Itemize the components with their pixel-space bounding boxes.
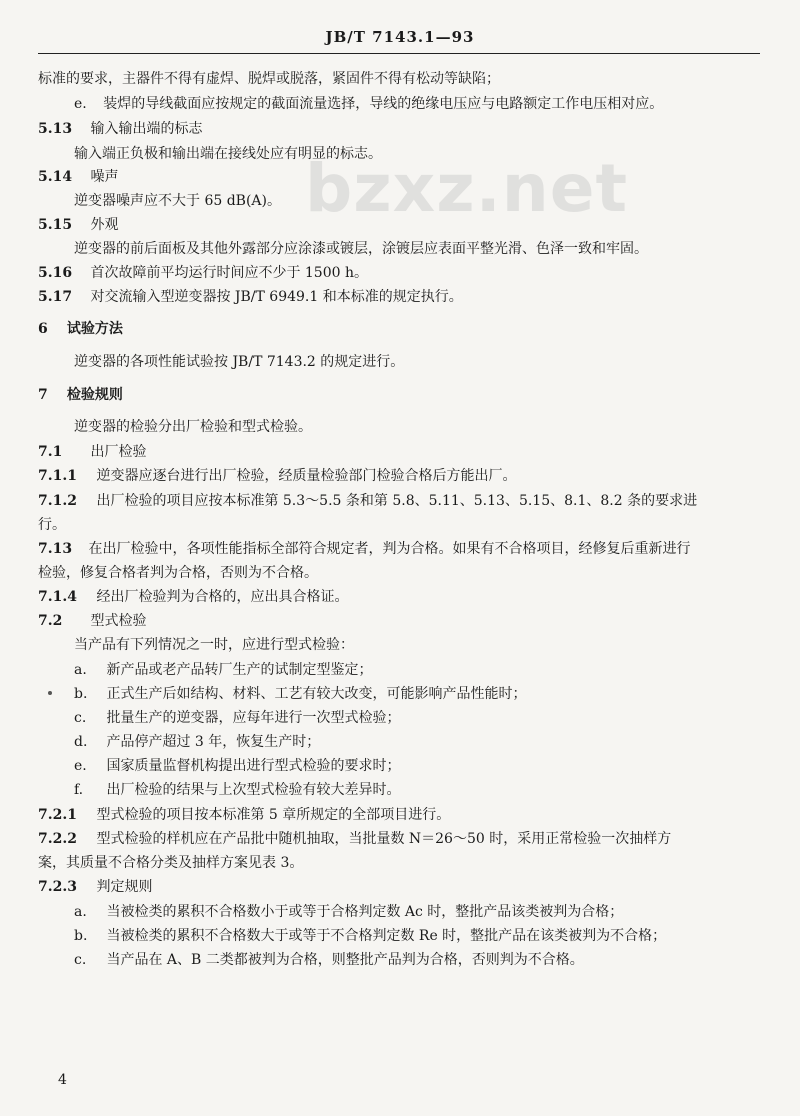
section-heading xyxy=(38,878,152,896)
list-item xyxy=(74,951,584,969)
section-number: 7.1.1 xyxy=(38,468,77,484)
list-label: f. xyxy=(74,782,84,798)
section-number: 5.13 xyxy=(38,121,73,137)
section-text: 首次故障前平均运行时间应不少于 1500 h。 xyxy=(90,265,368,281)
chapter-heading xyxy=(38,320,123,338)
section-text: 型式检验的样机应在产品批中随机抽取，当批量数 N＝26～50 时，采用正常检验一次抽样方 xyxy=(96,831,672,847)
text-line: 输入端正负极和输出端在接线处应有明显的标志。 xyxy=(74,146,382,162)
chapter-heading xyxy=(38,386,123,404)
section-number: 7.1 xyxy=(38,444,63,460)
text-line: 逆变器的各项性能试验按 JB/T 7143.2 的规定进行。 xyxy=(74,354,405,370)
watermark: bzxz.net xyxy=(305,150,629,227)
text-line: 检验，修复合格者判为合格，否则为不合格。 xyxy=(38,565,318,581)
section-text: 型式检验的项目按本标准第 5 章所规定的全部项目进行。 xyxy=(96,807,451,823)
list-item xyxy=(74,927,666,945)
section-number: 7.2 xyxy=(38,613,63,629)
section-text: 出厂检验的项目应按本标准第 5.3～5.5 条和第 5.8、5.11、5.13、5.15、8.1、8.2 条的要求进 xyxy=(96,493,698,509)
section-text: 逆变器应逐台进行出厂检验，经质量检验部门检验合格后方能出厂。 xyxy=(96,468,517,484)
section-number: 7.13 xyxy=(38,541,73,557)
list-text: 当被检类的累积不合格数小于或等于合格判定数 Ac 时，整批产品该类被判为合格； xyxy=(106,904,624,920)
list-label: b. xyxy=(74,928,88,944)
list-label: e. xyxy=(74,96,87,112)
list-item xyxy=(74,903,623,921)
list-item xyxy=(74,733,320,751)
section-clause xyxy=(38,467,516,485)
list-label: d. xyxy=(74,734,88,750)
section-heading xyxy=(38,443,146,461)
list-label: a. xyxy=(74,904,87,920)
list-text: 当产品在 A、B 二类都被判为合格，则整批产品判为合格，否则判为不合格。 xyxy=(106,952,584,968)
list-item xyxy=(74,781,400,799)
section-clause xyxy=(38,264,368,282)
list-text: 出厂检验的结果与上次型式检验有较大差异时。 xyxy=(106,782,401,798)
list-text: 新产品或老产品转厂生产的试制定型鉴定； xyxy=(106,662,373,678)
list-text: 当被检类的累积不合格数大于或等于不合格判定数 Re 时，整批产品在该类被判为不合格； xyxy=(106,928,667,944)
list-label: c. xyxy=(74,952,87,968)
section-text: 对交流输入型逆变器按 JB/T 6949.1 和本标准的规定执行。 xyxy=(90,289,463,305)
text-line: 案，其质量不合格分类及抽样方案见表 3。 xyxy=(38,855,304,871)
list-item xyxy=(74,757,400,775)
scan-speck xyxy=(48,691,52,695)
list-label: a. xyxy=(74,662,87,678)
list-item xyxy=(74,95,663,113)
section-title: 出厂检验 xyxy=(90,444,147,460)
section-number: 7.1.2 xyxy=(38,493,77,509)
section-title: 输入输出端的标志 xyxy=(90,121,203,137)
section-number: 7.1.4 xyxy=(38,589,77,605)
section-clause xyxy=(38,288,463,306)
section-number: 5.17 xyxy=(38,289,73,305)
section-number: 7.2.1 xyxy=(38,807,77,823)
section-clause xyxy=(38,540,690,558)
section-number: 7.2.3 xyxy=(38,879,77,895)
list-label: b. xyxy=(74,686,88,702)
chapter-number: 6 xyxy=(38,321,48,337)
list-label: c. xyxy=(74,710,87,726)
list-item xyxy=(74,685,526,703)
section-clause xyxy=(38,830,671,848)
chapter-title: 检验规则 xyxy=(66,387,123,403)
section-title: 型式检验 xyxy=(90,613,147,629)
text-line: 行。 xyxy=(38,517,66,533)
list-text: 装焊的导线截面应按规定的截面流量选择，导线的绝缘电压应与电路额定工作电压相对应。 xyxy=(103,96,664,112)
section-number: 7.2.2 xyxy=(38,831,77,847)
section-title: 噪声 xyxy=(90,169,119,185)
text-line: 逆变器的前后面板及其他外露部分应涂漆或镀层，涂镀层应表面平整光滑、色泽一致和牢固。 xyxy=(74,241,648,257)
section-heading xyxy=(38,612,146,630)
section-title: 外观 xyxy=(90,217,119,233)
section-title: 判定规则 xyxy=(96,879,153,895)
header-rule xyxy=(38,53,760,54)
text-line: 逆变器的检验分出厂检验和型式检验。 xyxy=(74,419,312,435)
section-heading xyxy=(38,168,118,186)
list-text: 产品停产超过 3 年，恢复生产时； xyxy=(106,734,321,750)
section-number: 5.14 xyxy=(38,169,73,185)
list-item xyxy=(74,661,372,679)
chapter-title: 试验方法 xyxy=(66,321,123,337)
section-text: 在出厂检验中，各项性能指标全部符合规定者，判为合格。如果有不合格项目，经修复后重新进行 xyxy=(88,541,691,557)
section-heading xyxy=(38,216,118,234)
section-text: 经出厂检验判为合格的，应出具合格证。 xyxy=(96,589,349,605)
section-heading xyxy=(38,120,202,138)
chapter-number: 7 xyxy=(38,387,48,403)
section-clause xyxy=(38,492,697,510)
section-number: 5.16 xyxy=(38,265,73,281)
list-text: 国家质量监督机构提出进行型式检验的要求时； xyxy=(106,758,401,774)
page-header: JB/T 7143.1—93 xyxy=(325,28,475,46)
text-line: 当产品有下列情况之一时，应进行型式检验： xyxy=(74,637,354,653)
page-number: 4 xyxy=(58,1072,67,1088)
text-line: 逆变器噪声应不大于 65 dB(A)。 xyxy=(74,193,281,209)
list-item xyxy=(74,709,400,727)
text-line: 标准的要求，主器件不得有虚焊、脱焊或脱落，紧固件不得有松动等缺陷； xyxy=(38,71,500,87)
section-number: 5.15 xyxy=(38,217,73,233)
section-clause xyxy=(38,588,348,606)
list-text: 正式生产后如结构、材料、工艺有较大改变，可能影响产品性能时； xyxy=(106,686,527,702)
section-clause xyxy=(38,806,450,824)
list-label: e. xyxy=(74,758,87,774)
list-text: 批量生产的逆变器，应每年进行一次型式检验； xyxy=(106,710,401,726)
